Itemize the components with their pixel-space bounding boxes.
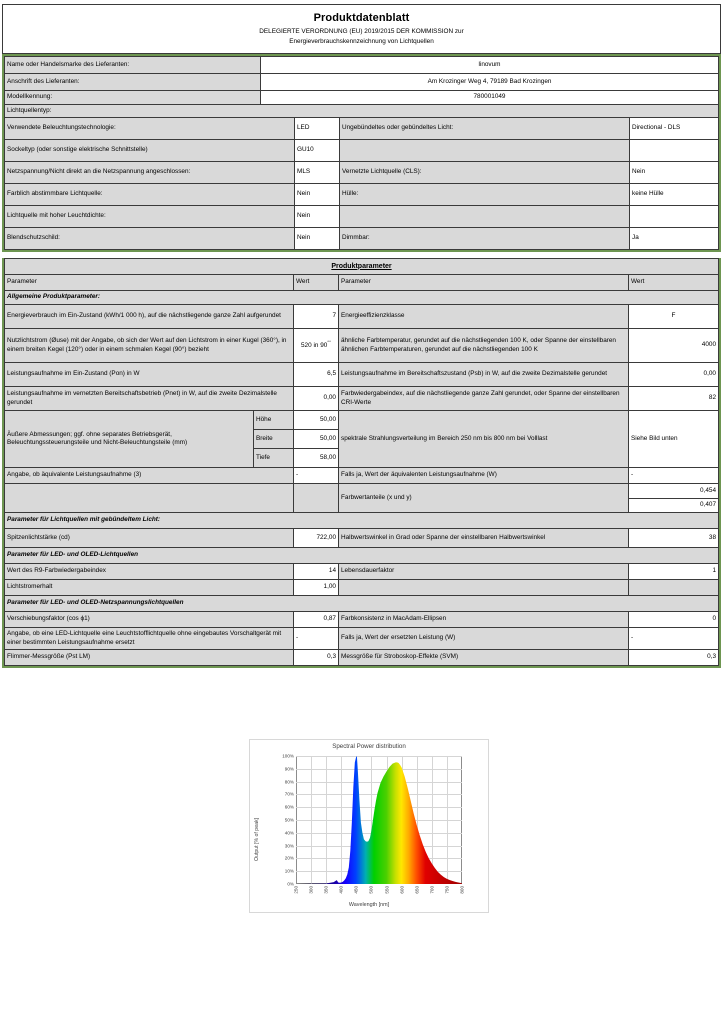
empty-value-3 — [629, 580, 719, 596]
connected-light-source-value: Nein — [630, 162, 719, 184]
general-parameters-heading: Allgemeine Produktparameter: — [5, 291, 719, 305]
cri-label: Farbwiedergabeindex, auf die nächstliegende ganze Zahl gerundet, oder Spanne der einstellbaren CRI-Werte — [339, 387, 629, 411]
empty-label-3 — [339, 580, 629, 596]
chart-y-tick-label: 30% — [284, 843, 294, 849]
svm-value: 0,3 — [629, 650, 719, 666]
chart-y-tick-label: 10% — [284, 868, 294, 874]
table-row — [5, 184, 719, 206]
replacement-value: - — [294, 628, 339, 650]
spectral-distribution-label: spektrale Strahlungsverteilung im Bereich 250 nm bis 800 nm bei Volllast — [339, 411, 629, 468]
chart-x-tick-label: 400 — [338, 886, 344, 894]
dimension-width-label: Breite — [254, 430, 294, 449]
chart-spectrum-area — [296, 756, 462, 884]
mains-voltage-value: MLS — [295, 162, 340, 184]
supplier-name-label: Name oder Handelsmarke des Lieferanten: — [5, 57, 261, 74]
cri-value: 82 — [629, 387, 719, 411]
table-row — [5, 529, 719, 548]
lumen-maintenance-label: Lichtstromerhalt — [5, 580, 294, 596]
standby-power-label: Leistungsaufnahme im Bereitschaftszustand (Psb) in W, auf die zweite Dezimalstelle gerundet — [339, 363, 629, 387]
chart-x-tick-label: 350 — [323, 886, 329, 894]
table-row — [5, 564, 719, 580]
table-row — [5, 105, 719, 118]
cap-type-value: GU10 — [295, 140, 340, 162]
equivalent-power-label: Angabe, ob äquivalente Leistungsaufnahme (3) — [5, 468, 294, 484]
colour-tunable-label: Farblich abstimmbare Lichtquelle: — [5, 184, 295, 206]
useful-luminous-flux-value — [294, 329, 339, 363]
table-row — [5, 206, 719, 228]
table-row — [5, 363, 719, 387]
empty-label-1 — [340, 140, 630, 162]
technology-label: Verwendete Beleuchtungstechnologie: — [5, 118, 295, 140]
chart-y-tick-label: 100% — [282, 753, 294, 759]
directional-parameters-heading: Parameter für Lichtquellen mit gebündeltem Licht: — [5, 513, 719, 529]
anti-glare-shield-label: Blendschutzschild: — [5, 228, 295, 250]
equivalent-power-value-right: - — [629, 468, 719, 484]
chromaticity-empty-wert — [294, 484, 339, 513]
power-on-value: 6,5 — [294, 363, 339, 387]
chart-y-tick-label: 40% — [284, 830, 294, 836]
lifetime-factor-value: 1 — [629, 564, 719, 580]
colour-temperature-label: ähnliche Farbtemperatur, gerundet auf die nächstliegenden 100 K, oder Spanne der einstellbaren ähnlichen Farbtemperaturen, gerundet auf die nächstliegenden 100 K — [339, 329, 629, 363]
chart-plot-area — [282, 753, 465, 894]
table-row — [5, 259, 719, 275]
peak-intensity-label: Spitzenlichtstärke (cd) — [5, 529, 294, 548]
supplier-block — [2, 54, 721, 107]
high-luminance-value: Nein — [295, 206, 340, 228]
high-luminance-label: Lichtquelle mit hoher Leuchtdichte: — [5, 206, 295, 228]
table-row — [5, 74, 719, 91]
col-head-wert-left: Wert — [294, 275, 339, 291]
replaced-power-value: - — [629, 628, 719, 650]
chart-x-axis-title: Wavelength [nm] — [348, 902, 390, 908]
col-head-parameter-right: Parameter — [339, 275, 629, 291]
table-row — [5, 548, 719, 564]
chart-y-tick-label: 60% — [284, 804, 294, 810]
table-row — [5, 628, 719, 650]
anti-glare-shield-value: Nein — [295, 228, 340, 250]
table-row — [5, 650, 719, 666]
outer-dimensions-label: Äußere Abmessungen; ggf. ohne separates Betriebsgerät, Beleuchtungssteuerungsteile und Nicht-Beleuchtungsteile (mm) — [5, 411, 254, 468]
regulation-line-1: DELEGIERTE VERORDNUNG (EU) 2019/2015 DER KOMMISSION zur — [259, 27, 464, 35]
chart-x-tick-label: 450 — [353, 886, 359, 894]
empty-label-2 — [340, 206, 630, 228]
lumen-maintenance-value: 1,00 — [294, 580, 339, 596]
empty-value-2 — [630, 206, 719, 228]
equivalent-power-value: - — [294, 468, 339, 484]
energy-class-value: F — [629, 305, 719, 329]
dimmable-value: Ja — [630, 228, 719, 250]
product-parameters-banner: Produktparameter — [5, 259, 719, 275]
flicker-value: 0,3 — [294, 650, 339, 666]
table-row — [5, 513, 719, 529]
dimmable-label: Dimmbar: — [340, 228, 630, 250]
beam-type-label: Ungebündeltes oder gebündeltes Licht: — [340, 118, 630, 140]
power-on-label: Leistungsaufnahme im Ein-Zustand (Pon) in W — [5, 363, 294, 387]
displacement-factor-value: 0,87 — [294, 612, 339, 628]
r9-index-label: Wert des R9-Farbwiedergabeindex — [5, 564, 294, 580]
useful-luminous-flux-label: Nutzlichtstrom (Øuse) mit der Angabe, ob sich der Wert auf den Lichtstrom in einer Kugel (360°), in einem breiten Kegel (120°) oder in einem schmalen Kegel (90°) bezieht — [5, 329, 294, 363]
macadam-label: Farbkonsistenz in MacAdam-Ellipsen — [339, 612, 629, 628]
spectral-distribution-value: Siehe Bild unten — [629, 411, 719, 468]
chart-y-tick-label: 90% — [284, 766, 294, 772]
col-head-wert-right: Wert — [629, 275, 719, 291]
chart-y-tick-label: 0% — [287, 881, 294, 887]
dimension-width-value: 50,00 — [294, 430, 339, 449]
dimension-height-label: Höhe — [254, 411, 294, 430]
svm-label: Messgröße für Stroboskop-Effekte (SVM) — [339, 650, 629, 666]
supplier-table — [4, 56, 719, 105]
chart-y-tick-label: 50% — [284, 817, 294, 823]
replaced-power-label: Falls ja, Wert der ersetzten Leistung (W) — [339, 628, 629, 650]
table-row — [5, 228, 719, 250]
chromaticity-empty-left — [5, 484, 294, 513]
chart-x-tick-label: 600 — [399, 886, 405, 894]
chart-y-tick-label: 80% — [284, 779, 294, 785]
chart-y-tick-label: 20% — [284, 855, 294, 861]
envelope-label: Hülle: — [340, 184, 630, 206]
chromaticity-y-value: 0,407 — [629, 499, 719, 513]
colour-temperature-value: 4000 — [629, 329, 719, 363]
title-block — [2, 4, 721, 54]
product-parameters-block — [2, 258, 721, 668]
macadam-value: 0 — [629, 612, 719, 628]
table-row — [5, 118, 719, 140]
mains-voltage-label: Netzspannung/Nicht direkt an die Netzspannung angeschlossen: — [5, 162, 295, 184]
chart-title: Spectral Power distribution — [332, 743, 406, 750]
chromaticity-label: Farbwertanteile (x und y) — [339, 484, 629, 513]
table-row — [5, 305, 719, 329]
networked-standby-value: 0,00 — [294, 387, 339, 411]
model-id-label: Modellkennung: — [5, 91, 261, 105]
table-row — [5, 275, 719, 291]
displacement-factor-label: Verschiebungsfaktor (cos ϕ1) — [5, 612, 294, 628]
cap-type-label: Sockeltyp (oder sonstige elektrische Schnittstelle) — [5, 140, 295, 162]
chart-x-tick-label: 300 — [308, 886, 314, 894]
flicker-label: Flimmer-Messgröße (Pst LM) — [5, 650, 294, 666]
supplier-address-value: Am Krozinger Weg 4, 79189 Bad Krozingen — [261, 74, 719, 91]
light-source-type-block — [2, 104, 721, 252]
light-source-type-heading: Lichtquellentyp: — [5, 105, 719, 118]
table-row — [5, 596, 719, 612]
dimension-height-value: 50,00 — [294, 411, 339, 430]
table-row — [5, 291, 719, 305]
energy-consumption-label: Energieverbrauch im Ein-Zustand (kWh/1 000 h), auf die nächstliegende ganze Zahl aufgerundet — [5, 305, 294, 329]
table-row — [5, 57, 719, 74]
energy-consumption-value: 7 — [294, 305, 339, 329]
spectral-power-distribution-chart — [249, 739, 489, 913]
chart-x-tick-label: 750 — [444, 886, 450, 894]
chart-x-tick-label: 650 — [414, 886, 420, 894]
peak-intensity-value: 722,00 — [294, 529, 339, 548]
page-title: Produktdatenblatt — [313, 11, 410, 24]
model-id-value: 780001049 — [261, 91, 719, 105]
chart-y-axis-title: Output [% of peak] — [254, 818, 260, 861]
chart-x-tick-label: 700 — [429, 886, 435, 894]
beam-type-value: Directional - DLS — [630, 118, 719, 140]
technology-value: LED — [295, 118, 340, 140]
table-row — [5, 484, 719, 499]
colour-tunable-value: Nein — [295, 184, 340, 206]
equivalent-power-value-label: Falls ja, Wert der äquivalenten Leistungsaufnahme (W) — [339, 468, 629, 484]
chromaticity-x-value: 0,454 — [629, 484, 719, 499]
standby-power-value: 0,00 — [629, 363, 719, 387]
useful-luminous-flux-number: 520 in 90 — [301, 342, 328, 350]
replacement-label: Angabe, ob eine LED-Lichtquelle eine Leuchtstofflichtquelle ohne eingebautes Vorschaltgerät mit einer bestimmten Leistungsaufnahme ersetzt — [5, 628, 294, 650]
chart-x-tick-label: 500 — [368, 886, 374, 894]
supplier-name-value: linovum — [261, 57, 719, 74]
dimension-depth-value: 58,00 — [294, 449, 339, 468]
table-row — [5, 387, 719, 411]
empty-value-1 — [630, 140, 719, 162]
table-row — [5, 140, 719, 162]
lifetime-factor-label: Lebensdauerfaktor — [339, 564, 629, 580]
table-row — [5, 91, 719, 105]
chart-y-tick-label: 70% — [284, 791, 294, 797]
col-head-parameter-left: Parameter — [5, 275, 294, 291]
r9-index-value: 14 — [294, 564, 339, 580]
table-row — [5, 162, 719, 184]
chart-x-tick-label: 550 — [384, 886, 390, 894]
table-row — [5, 411, 719, 430]
dimension-depth-label: Tiefe — [254, 449, 294, 468]
supplier-address-label: Anschrift des Lieferanten: — [5, 74, 261, 91]
envelope-value: keine Hülle — [630, 184, 719, 206]
table-row — [5, 612, 719, 628]
chart-x-tick-label: 250 — [293, 886, 299, 894]
beam-angle-value: 38 — [629, 529, 719, 548]
product-parameters-table — [4, 258, 719, 666]
chart-x-tick-label: 800 — [459, 886, 465, 894]
regulation-line-2: Energieverbrauchskennzeichnung von Lichtquellen — [289, 37, 434, 45]
light-source-type-table — [4, 104, 719, 250]
mains-parameters-heading: Parameter für LED- und OLED-Netzspannungslichtquellen — [5, 596, 719, 612]
connected-light-source-label: Vernetzte Lichtquelle (CLS): — [340, 162, 630, 184]
table-row — [5, 468, 719, 484]
table-row — [5, 329, 719, 363]
useful-luminous-flux-superscript: °° — [327, 340, 331, 346]
beam-angle-label: Halbwertswinkel in Grad oder Spanne der einstellbaren Halbwertswinkel — [339, 529, 629, 548]
energy-class-label: Energieeffizienzklasse — [339, 305, 629, 329]
led-parameters-heading: Parameter für LED- und OLED-Lichtquellen — [5, 548, 719, 564]
table-row — [5, 580, 719, 596]
networked-standby-label: Leistungsaufnahme im vernetzten Bereitschaftsbetrieb (Pnet) in W, auf die zweite Dezimalstelle gerundet — [5, 387, 294, 411]
